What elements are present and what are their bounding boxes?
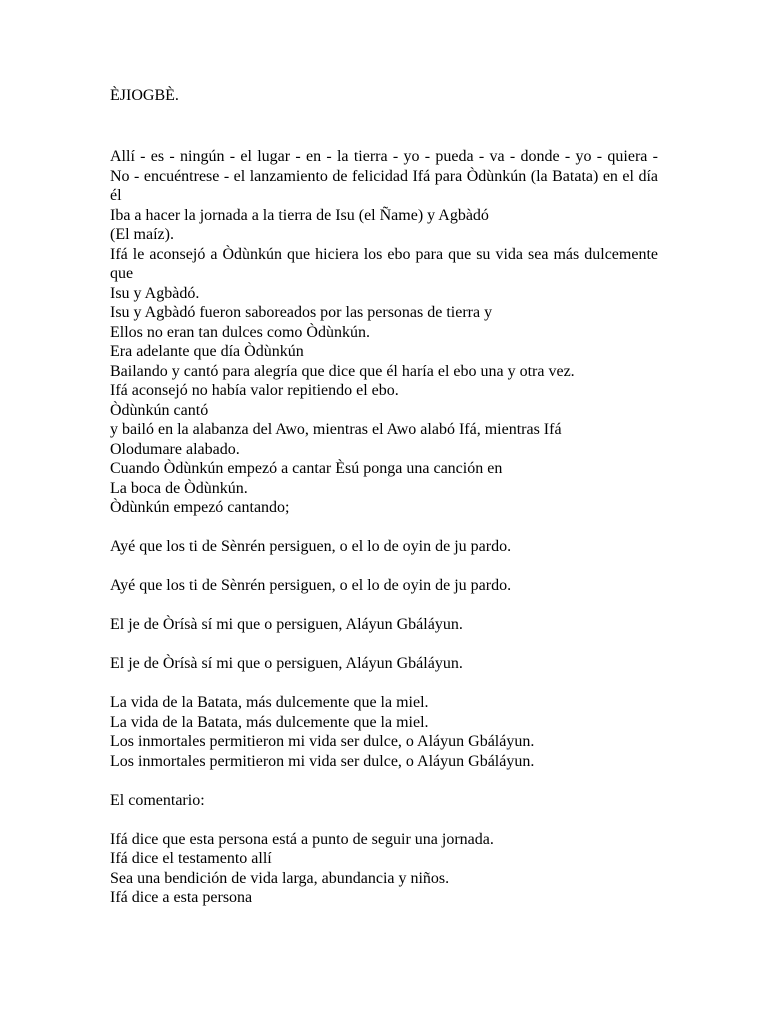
verse-line: Bailando y cantó para alegría que dice que él haría el ebo una y otra vez. [110, 362, 575, 380]
document-body [110, 147, 658, 908]
commentary-line: Ifá dice a esta persona [110, 889, 253, 906]
blank-line [110, 635, 658, 655]
commentary-line: Ifá dice el testamento allí [110, 850, 272, 867]
verse-line: Isu y Agbàdó. [110, 284, 200, 302]
verse-block [110, 147, 658, 518]
refrain-block [110, 693, 658, 771]
blank-line [110, 557, 658, 577]
verse-line: (El maíz). [110, 226, 174, 243]
verse-line: y bailó en la alabanza del Awo, mientras el Awo alabó Ifá, mientras Ifá [110, 421, 562, 438]
song-line: Ayé que los ti de Sènrén persiguen, o el lo de oyin de ju pardo. [110, 577, 512, 594]
blank-line [110, 771, 658, 791]
verse-line: Òdùnkún cantó [110, 401, 209, 419]
refrain-line: Los inmortales permitieron mi vida ser dulce, o Aláyun Gbáláyun. [110, 733, 535, 750]
commentary-line: Sea una bendición de vida larga, abundancia y niños. [110, 869, 450, 887]
verse-line: La boca de Òdùnkún. [110, 479, 248, 497]
song-line: Ayé que los ti de Sènrén persiguen, o el lo de oyin de ju pardo. [110, 538, 512, 555]
verse-line: Cuando Òdùnkún empezó a cantar Èsú ponga una canción en [110, 460, 503, 477]
commentary-line: Ifá dice que esta persona está a punto de seguir una jornada. [110, 830, 494, 848]
refrain-line: La vida de la Batata, más dulcemente que la miel. [110, 694, 429, 711]
verse-line: No - encuéntrese - el lanzamiento de felicidad Ifá para Òdùnkún (la Batata) en el día él [110, 167, 658, 204]
verse-line: Isu y Agbàdó fueron saboreados por las personas de tierra y [110, 304, 493, 321]
verse-line: Ifá aconsejó no había valor repitiendo el ebo. [110, 382, 399, 399]
commentary-block [110, 830, 658, 908]
verse-line: Ellos no eran tan dulces como Òdùnkún. [110, 323, 370, 341]
song-line: El je de Òrísà sí mi que o persiguen, Aláyun Gbáláyun. [110, 655, 463, 672]
song-line: El je de Òrísà sí mi que o persiguen, Aláyun Gbáláyun. [110, 616, 463, 633]
refrain-line: Los inmortales permitieron mi vida ser dulce, o Aláyun Gbáláyun. [110, 752, 535, 770]
verse-line: Iba a hacer la jornada a la tierra de Isu (el Ñame) y Agbàdó [110, 206, 489, 224]
commentary-heading: El comentario: [110, 791, 205, 809]
verse-line: Era adelante que día Òdùnkún [110, 343, 304, 360]
verse-line: Òdùnkún empezó cantando; [110, 499, 290, 516]
refrain-line: La vida de la Batata, más dulcemente que la miel. [110, 713, 429, 731]
document-title: ÈJIOGBÈ. [110, 87, 179, 104]
blank-line [110, 674, 658, 694]
verse-line: Ifá le aconsejó a Òdùnkún que hiciera los ebo para que su vida sea más dulcemente que [110, 245, 658, 282]
verse-line: Olodumare alabado. [110, 440, 240, 458]
verse-line: Allí - es - ningún - el lugar - en - la tierra - yo - pueda - va - donde - yo - quiera - [110, 148, 658, 165]
blank-line [110, 810, 658, 830]
blank-line [110, 518, 658, 538]
blank-line [110, 596, 658, 616]
